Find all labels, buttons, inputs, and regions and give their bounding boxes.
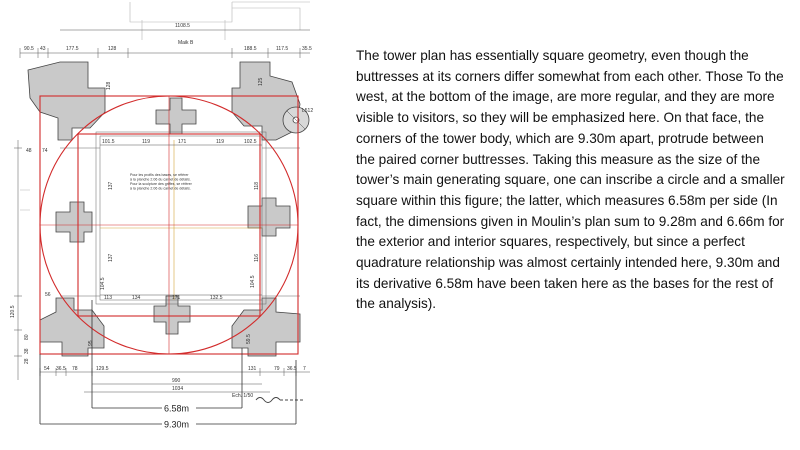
tower-walls [28, 62, 300, 356]
left-dimension-chain [14, 140, 22, 380]
dim-left-e: 80 [24, 334, 30, 340]
dim-upper-d: 119 [216, 139, 224, 145]
construction-axes [100, 140, 262, 300]
buttress-bottom-left [40, 298, 104, 356]
top-dimension-chain [20, 30, 310, 58]
dim-top-e: 188.5 [244, 46, 257, 52]
analysis-paragraph: The tower plan has essentially square geometry, even though the buttresses at its corners differ somewhat from each other. Those To the west, at the bottom of the image, are more regular, and they are more visible to visitors, so they will be emphasized here. On that face, the corners of the tower body, which are 9.30m apart, protrude between the paired corner buttresses. Taking this measure as the size of the tower’s main generating square, one can inscribe a circle and a smaller square within this figure; the latter, which measures 6.58m per side (In fact, the dimensions given in Moulin’s plan sum to 9.28m and 6.66m for the exterior and interior squares, respectively, but since a perfect quadrature relationship was almost certainly intended here, 9.30m and its derivative 6.58m have been taken here as the bases for the rest of the analysis). [356, 48, 785, 312]
tower-plan-drawing [0, 0, 340, 450]
note-line-4: à la planche 2.06 du carnet de détails. [130, 186, 191, 191]
dim-bottom-h: 7 [303, 366, 306, 372]
dim-upper-e: 102.5 [244, 139, 257, 145]
dim-bottom-c: 78 [72, 366, 78, 372]
dim-bottom-1034: 1034 [172, 386, 184, 392]
scale-label: Ech. 1/50 [232, 393, 254, 399]
pier-top [156, 98, 196, 134]
dim-inner-v6: 104.5 [100, 277, 106, 290]
dim-inner-v4: 116 [254, 254, 260, 262]
note-line-3: Pour la sculpture des griffes, se référer [130, 182, 192, 186]
pier-right [248, 198, 290, 236]
label-small-square-6-58m: 6.58m [164, 403, 190, 414]
dim-bottom-990: 990 [172, 378, 181, 384]
upper-inner-dimension-chain [100, 145, 262, 295]
buttress-bottom-right [232, 298, 300, 356]
dim-bottom-f: 79 [274, 366, 280, 372]
dim-bottom-a: 54 [44, 366, 50, 372]
dim-inner-v8: 95 [88, 340, 94, 346]
dim-top-f: 117.5 [276, 46, 289, 52]
note-line-2: à la planche 2.06 du carnet de détails. [130, 177, 191, 182]
dim-lower-a: 113 [104, 295, 112, 301]
dim-left-g: 28 [24, 358, 30, 364]
dim-left-d: 120.5 [10, 305, 16, 318]
dim-inner-v2: 137 [108, 253, 114, 262]
dim-top-a: 90.5 [24, 46, 34, 52]
dim-inner-v5: 128 [106, 81, 112, 90]
dim-lower-b: 134 [132, 295, 141, 301]
dim-inner-v3: 118 [254, 182, 260, 190]
dim-left-b: 74 [42, 148, 48, 154]
dim-lower-c: 171 [172, 295, 181, 301]
dim-upper-c: 171 [178, 139, 187, 145]
note-line-1: Pour les profils des bases, se référer [130, 173, 189, 177]
dim-top-overall: 1108.5 [175, 23, 190, 29]
dim-lower-d: 132.5 [210, 295, 223, 301]
dim-top-g: 35.5 [302, 46, 312, 52]
dim-upper-a: 101.5 [102, 139, 115, 145]
dim-left-a: 48 [26, 148, 32, 154]
dim-top-maik: Maik B [178, 40, 194, 46]
dim-bottom-g: 36.5 [287, 366, 297, 372]
dim-inner-v1: 137 [108, 181, 114, 190]
dim-left-f: 38 [24, 348, 30, 354]
dim-inner-v10: 125 [258, 77, 264, 86]
dim-top-b: 43 [40, 46, 46, 52]
dim-left-c: 56 [45, 292, 51, 298]
dim-inner-v9: 59.5 [246, 334, 252, 344]
dim-bottom-b: 36.5 [56, 366, 66, 372]
pier-bottom [154, 296, 190, 334]
scale-wave [256, 398, 280, 403]
pier-left [56, 202, 92, 242]
dim-bottom-d: 129.5 [96, 366, 109, 372]
dim-top-d: 128 [108, 46, 117, 52]
dim-top-c: 177.5 [66, 46, 79, 52]
dim-bottom-e: 131 [248, 366, 257, 372]
dim-upper-b: 119 [142, 139, 150, 145]
label-stair: L512 [302, 108, 314, 114]
dim-inner-v7: 104.5 [250, 275, 256, 288]
label-large-square-9-30m: 9.30m [164, 419, 190, 430]
drawing-note [130, 173, 193, 191]
